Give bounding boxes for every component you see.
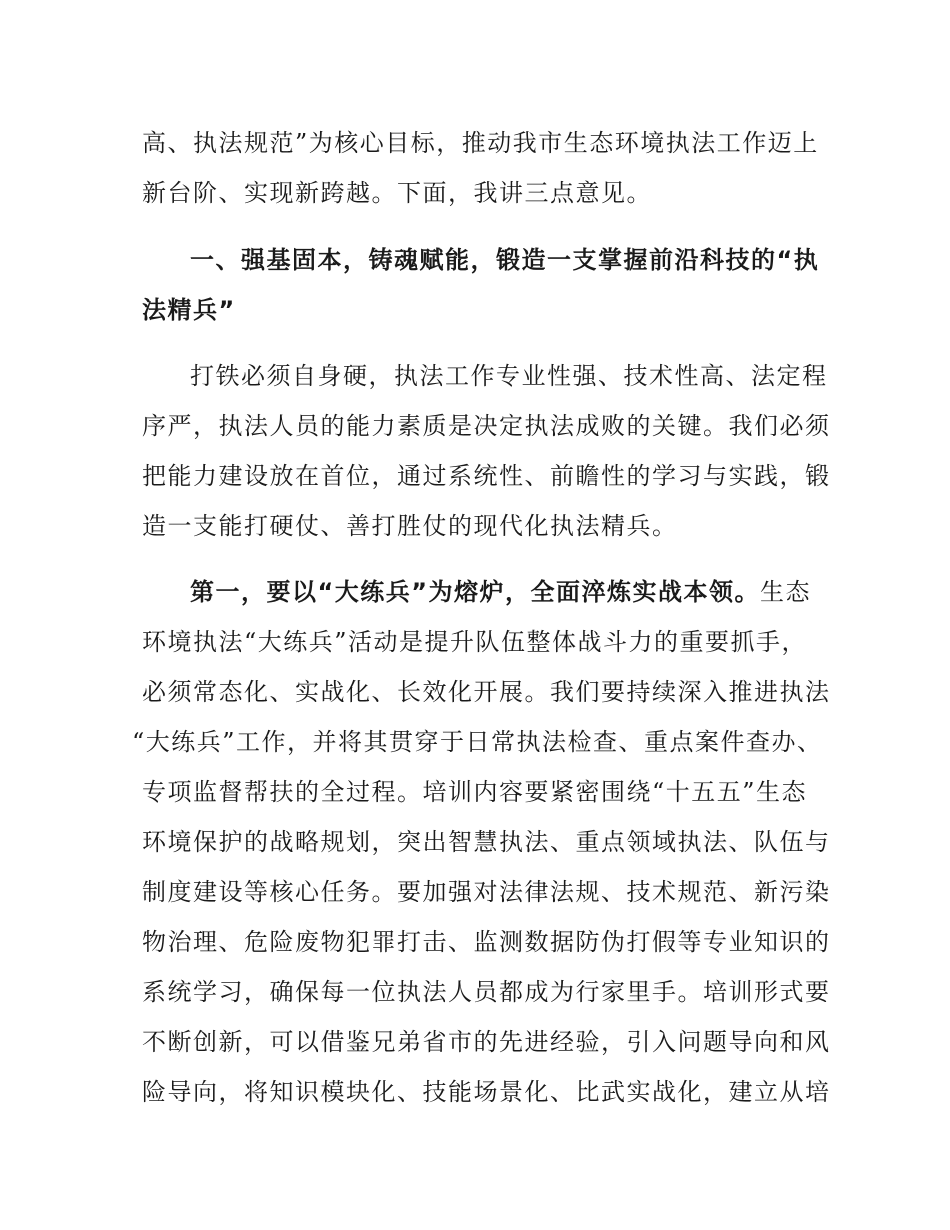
paragraph-2-line-11: 险导向，将知识模块化、技能场景化、比武实战化，建立从培 xyxy=(142,1078,831,1106)
paragraph-2-line-6: 环境保护的战略规划，突出智慧执法、重点领域执法、队伍与 xyxy=(142,828,831,856)
intro-line-2: 新台阶、实现新跨越。下面，我讲三点意见。 xyxy=(142,179,652,207)
paragraph-2-line-5: 专项监督帮扶的全过程。培训内容要紧密围绕“十五五”生态 xyxy=(142,778,808,806)
paragraph-1-line-4: 造一支能打硬仗、善打胜仗的现代化执法精兵。 xyxy=(142,512,678,540)
paragraph-2-line-10: 不断创新，可以借鉴兄弟省市的先进经验，引入问题导向和风 xyxy=(142,1028,831,1056)
paragraph-2-line-2: 环境执法“大练兵”活动是提升队伍整体战斗力的重要抓手， xyxy=(142,628,808,656)
paragraph-2-line-1 xyxy=(190,567,890,617)
paragraph-1-line-1: 打铁必须自身硬，执法工作专业性强、技术性高、法定程 xyxy=(190,362,828,390)
paragraph-2-bold-lead: 第一，要以“大练兵”为熔炉，全面淬炼实战本领。 xyxy=(190,578,761,606)
paragraph-1-line-3: 把能力建设放在首位，通过系统性、前瞻性的学习与实践，锻 xyxy=(142,462,831,490)
heading-1-line-2: 法精兵” xyxy=(142,296,236,324)
paragraph-2-line-9: 系统学习，确保每一位执法人员都成为行家里手。培训形式要 xyxy=(142,978,831,1006)
paragraph-2-line-8: 物治理、危险废物犯罪打击、监测数据防伪打假等专业知识的 xyxy=(142,928,831,956)
heading-1-line-1: 一、强基固本，铸魂赋能，锻造一支掌握前沿科技的“执 xyxy=(190,246,820,274)
paragraph-2-line-7: 制度建设等核心任务。要加强对法律法规、技术规范、新污染 xyxy=(142,878,831,906)
paragraph-1-line-2: 序严，执法人员的能力素质是决定执法成败的关键。我们必须 xyxy=(142,412,831,440)
paragraph-2-line-4: “大练兵”工作，并将其贯穿于日常执法检查、重点案件查办、 xyxy=(132,728,823,756)
intro-line-1: 高、执法规范”为核心目标，推动我市生态环境执法工作迈上 xyxy=(142,129,819,157)
paragraph-2-line-3: 必须常态化、实战化、长效化开展。我们要持续深入推进执法 xyxy=(142,678,831,706)
paragraph-2-line-1-rest: 生态 xyxy=(760,578,812,606)
